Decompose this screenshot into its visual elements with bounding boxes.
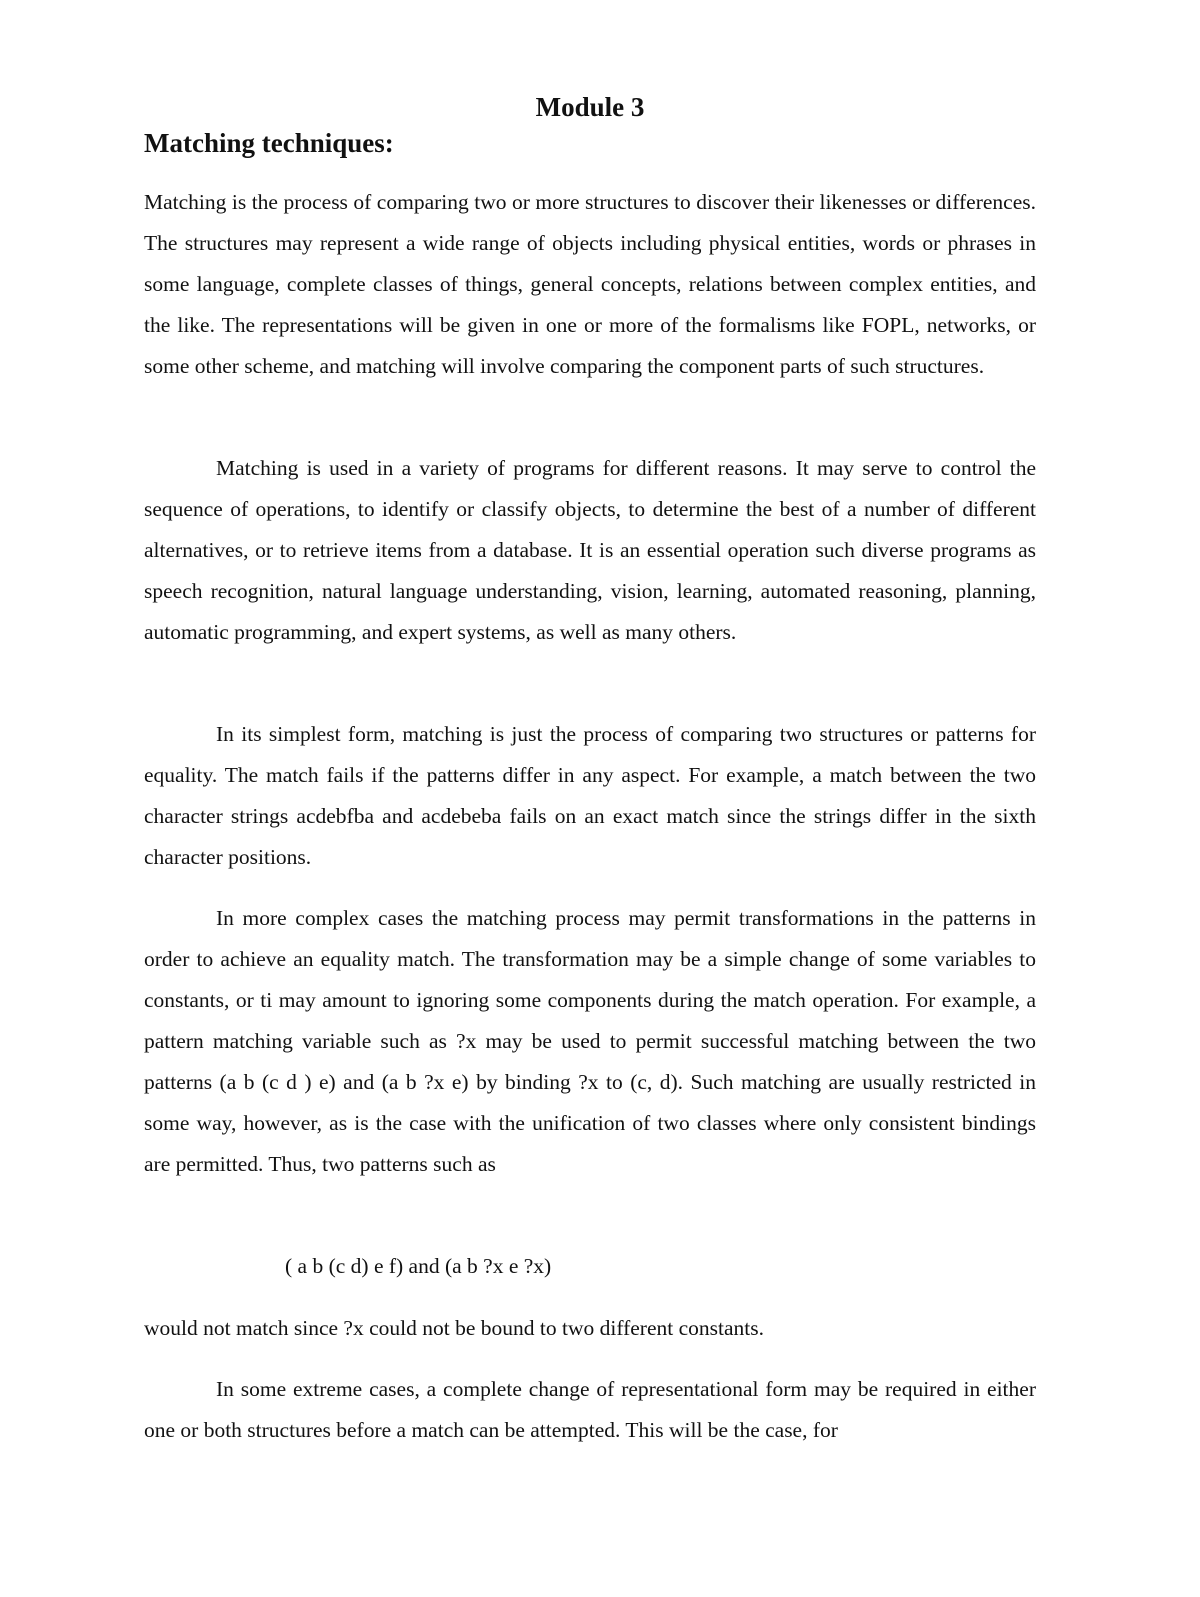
paragraph-uses: Matching is used in a variety of programs for different reasons. It may serve to control the sequence of operations, to identify or classify objects, to determine the best of a number of different alternatives, or to retrieve items from a database. It is an essential operation such diverse programs as speech recognition, natural language understanding, vision, learning, automated reasoning, planning, automatic programming, and expert systems, as well as many others. xyxy=(144,456,1036,644)
paragraph-no-match-explanation: would not match since ?x could not be bound to two different constants. xyxy=(144,1316,764,1340)
paragraph-complex-cases: In more complex cases the matching process may permit transformations in the patterns in order to achieve an equality match. The transformation may be a simple change of some variables to constants, or ti may amount to ignoring some components during the match operation. For example, a pattern matching variable such as ?x may be used to permit successful matching between the two patterns (a b (c d ) e) and (a b ?x e) by binding ?x to (c, d). Such matching are usually restricted in some way, however, as is the case with the unification of two classes where only consistent bindings are permitted. Thus, two patterns such as xyxy=(144,906,1036,1176)
paragraph-extreme-cases: In some extreme cases, a complete change of representational form may be required in either one or both structures before a match can be attempted. This will be the case, for xyxy=(144,1377,1036,1442)
section-heading: Matching techniques: xyxy=(144,128,394,158)
module-title: Module 3 xyxy=(535,92,645,122)
pattern-example-formula: ( a b (c d) e f) and (a b ?x e ?x) xyxy=(285,1254,552,1278)
paragraph-simplest-form: In its simplest form, matching is just the process of comparing two structures or patterns for equality. The match fails if the patterns differ in any aspect. For example, a match between the two character strings acdebfba and acdebeba fails on an exact match since the strings differ in the sixth character positions. xyxy=(144,722,1036,869)
paragraph-definition: Matching is the process of comparing two or more structures to discover their likenesses or differences. The structures may represent a wide range of objects including physical entities, words or phrases in some language, complete classes of things, general concepts, relations between complex entities, and the like. The representations will be given in one or more of the formalisms like FOPL, networks, or some other scheme, and matching will involve comparing the component parts of such structures. xyxy=(144,190,1036,378)
